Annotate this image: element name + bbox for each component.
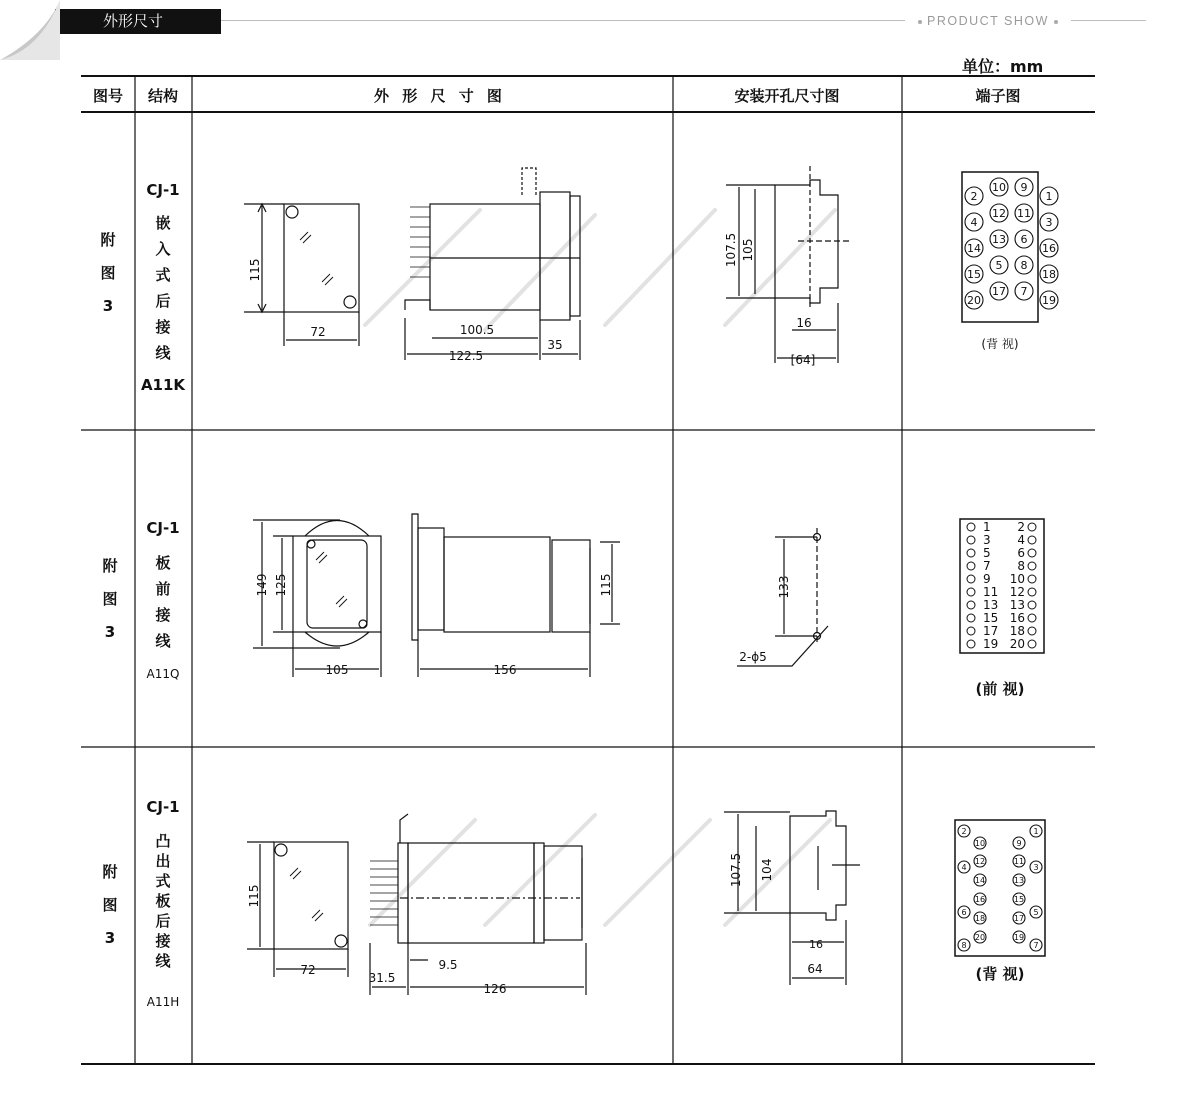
terminal-number: 3 xyxy=(983,533,991,547)
terminal-circle xyxy=(1028,562,1036,570)
dim-label: 104 xyxy=(760,858,774,882)
struct-char: 前 xyxy=(155,580,171,598)
terminal-number: 6 xyxy=(1020,232,1028,246)
terminal-number: 12 xyxy=(992,206,1006,220)
watermark-mark xyxy=(605,210,715,325)
col-header-fig: 图号 xyxy=(92,87,124,105)
terminal-circle xyxy=(967,601,975,609)
terminal-circle xyxy=(967,549,975,557)
terminal-number: 5 xyxy=(1033,907,1039,917)
terminal-number: 12 xyxy=(1009,585,1025,599)
struct-char: 后 xyxy=(155,292,171,310)
terminal-number: 7 xyxy=(983,559,991,573)
struct-char: 板 xyxy=(155,892,171,910)
outline-drawing-2 xyxy=(253,514,620,677)
panel-drawing-1 xyxy=(726,166,850,363)
fig-char: 3 xyxy=(102,297,114,315)
struct-code: A11K xyxy=(140,376,186,394)
terminal-number: 11 xyxy=(983,585,999,599)
terminal-circle xyxy=(1028,575,1036,583)
terminal-number: 4 xyxy=(961,862,967,872)
terminal-view-label: (背 视) xyxy=(981,337,1019,351)
terminal-number: 15 xyxy=(983,611,999,625)
fig-char: 图 xyxy=(100,264,116,282)
panel-drawing-3 xyxy=(724,811,860,985)
terminal-circle xyxy=(967,523,975,531)
struct-char: 线 xyxy=(155,632,171,650)
terminal-number: 19 xyxy=(1042,293,1056,307)
struct-char: 线 xyxy=(155,952,171,970)
struct-char: 接 xyxy=(155,318,171,336)
terminal-circle xyxy=(1028,627,1036,635)
terminal-number: 7 xyxy=(1033,940,1039,950)
dim-label: 122.5 xyxy=(448,349,484,363)
dim-label: 107.5 xyxy=(729,852,743,888)
terminal-number: 14 xyxy=(967,241,981,255)
dim-label: 133 xyxy=(777,575,791,599)
terminal-grid-3 xyxy=(958,825,1042,951)
terminal-number: 8 xyxy=(961,940,967,950)
struct-char: 式 xyxy=(155,266,171,284)
dim-label: 35 xyxy=(547,338,563,352)
terminal-number: 17 xyxy=(983,624,999,638)
terminal-number: 10 xyxy=(974,838,986,848)
row-1 xyxy=(100,166,1058,394)
terminal-number: 11 xyxy=(1017,206,1031,220)
struct-char: 后 xyxy=(155,912,171,930)
fig-char: 3 xyxy=(104,623,116,641)
terminal-circle xyxy=(1028,536,1036,544)
struct-char: 线 xyxy=(155,344,171,362)
fig-char: 附 xyxy=(100,231,116,249)
terminal-number: 4 xyxy=(1017,533,1025,547)
dim-label: 115 xyxy=(599,573,613,597)
dim-label: 16 xyxy=(809,938,823,951)
table-header xyxy=(93,87,1021,105)
terminal-number: 13 xyxy=(1009,598,1025,612)
terminal-number: 9 xyxy=(1016,838,1022,848)
struct-model: CJ-1 xyxy=(146,798,180,816)
dim-label: 2-ϕ5 xyxy=(739,650,767,664)
col-header-outline: 外 形 尺 寸 图 xyxy=(374,87,506,105)
unit-label: 单位：mm xyxy=(962,57,1044,76)
terminal-circle xyxy=(1028,588,1036,596)
terminal-circle xyxy=(1028,614,1036,622)
terminal-number: 5 xyxy=(995,258,1003,272)
terminal-number: 17 xyxy=(1013,913,1025,923)
terminal-number: 18 xyxy=(1042,267,1056,281)
terminal-circle xyxy=(967,588,975,596)
terminal-circle xyxy=(967,614,975,622)
watermark-marks xyxy=(365,210,835,925)
terminal-number: 8 xyxy=(1020,258,1028,272)
fig-char: 3 xyxy=(104,929,116,947)
watermark-mark xyxy=(485,815,595,925)
terminal-number: 15 xyxy=(1013,894,1025,904)
fig-char: 图 xyxy=(102,590,118,608)
terminal-number: 1 xyxy=(983,520,991,534)
terminal-number: 16 xyxy=(1009,611,1025,625)
terminal-number: 10 xyxy=(1009,572,1025,586)
terminal-number: 13 xyxy=(983,598,999,612)
dim-label: 72 xyxy=(300,963,316,977)
dim-label: 115 xyxy=(248,258,262,282)
terminal-number: 9 xyxy=(1020,180,1028,194)
outline-drawing-3 xyxy=(247,814,586,995)
terminal-number: 19 xyxy=(1013,932,1025,942)
struct-char: 板 xyxy=(155,554,171,572)
dim-label: 156 xyxy=(493,663,517,677)
terminal-circle xyxy=(1028,640,1036,648)
terminal-circle xyxy=(1028,601,1036,609)
outline-drawing-1 xyxy=(244,168,580,360)
terminal-board-3 xyxy=(955,820,1045,956)
terminal-number: 11 xyxy=(1013,856,1025,866)
dim-label: 115 xyxy=(247,884,261,908)
terminal-grid-2 xyxy=(967,520,1036,651)
terminal-number: 16 xyxy=(1042,241,1056,255)
watermark-mark xyxy=(605,820,710,925)
terminal-board-2 xyxy=(960,519,1044,653)
dim-label: 9.5 xyxy=(438,958,458,972)
terminal-number: 5 xyxy=(983,546,991,560)
fig-char: 附 xyxy=(102,863,118,881)
terminal-number: 6 xyxy=(1017,546,1025,560)
struct-char: 式 xyxy=(155,872,171,890)
terminal-number: 17 xyxy=(992,284,1006,298)
struct-char: 接 xyxy=(155,606,171,624)
terminal-circle xyxy=(967,640,975,648)
struct-model: CJ-1 xyxy=(146,181,180,199)
terminal-number: 16 xyxy=(974,894,986,904)
dim-label: [64] xyxy=(790,353,816,367)
dim-label: 107.5 xyxy=(724,232,738,268)
terminal-circle xyxy=(967,536,975,544)
page-curl-icon xyxy=(0,0,60,60)
dim-label: 72 xyxy=(310,325,326,339)
dim-label: 31.5 xyxy=(368,971,396,985)
struct-char: 凸 xyxy=(155,832,171,850)
product-show-text: PRODUCT SHOW xyxy=(927,14,1049,28)
terminal-circle xyxy=(1028,549,1036,557)
terminal-circle xyxy=(967,562,975,570)
terminal-number: 20 xyxy=(967,293,981,307)
terminal-number: 2 xyxy=(1017,520,1025,534)
terminal-circle xyxy=(967,575,975,583)
col-header-panel: 安装开孔尺寸图 xyxy=(734,87,840,105)
dim-label: 126 xyxy=(483,982,507,996)
terminal-number: 8 xyxy=(1017,559,1025,573)
terminal-number: 2 xyxy=(970,189,978,203)
dim-label: 16 xyxy=(796,316,812,330)
terminal-number: 18 xyxy=(974,913,986,923)
terminal-number: 20 xyxy=(1009,637,1025,651)
terminal-number: 18 xyxy=(1009,624,1025,638)
watermark-mark xyxy=(725,210,835,325)
struct-char: 接 xyxy=(155,932,171,950)
dim-label: 64 xyxy=(807,962,823,976)
terminal-number: 15 xyxy=(967,267,981,281)
struct-char: 嵌 xyxy=(155,214,171,232)
terminal-grid-1 xyxy=(965,178,1058,309)
terminal-number: 10 xyxy=(992,180,1006,194)
dim-label: 100.5 xyxy=(459,323,495,337)
dim-label: 105 xyxy=(325,663,349,677)
terminal-number: 3 xyxy=(1033,862,1039,872)
col-header-terminal: 端子图 xyxy=(975,87,1021,105)
struct-char: 入 xyxy=(155,240,171,258)
fig-char: 图 xyxy=(102,896,118,914)
struct-code: A11Q xyxy=(146,667,180,681)
row-3 xyxy=(102,798,1045,1009)
struct-model: CJ-1 xyxy=(146,519,180,537)
terminal-number: 19 xyxy=(983,637,999,651)
section-title: 外形尺寸 xyxy=(103,12,164,30)
terminal-number: 6 xyxy=(961,907,967,917)
terminal-number: 9 xyxy=(983,572,991,586)
terminal-circle xyxy=(1028,523,1036,531)
dim-label: 125 xyxy=(274,573,288,597)
fig-char: 附 xyxy=(102,557,118,575)
terminal-number: 2 xyxy=(961,826,967,836)
terminal-number: 7 xyxy=(1020,284,1028,298)
terminal-number: 13 xyxy=(992,232,1006,246)
terminal-number: 1 xyxy=(1033,826,1039,836)
terminal-number: 14 xyxy=(974,875,986,885)
terminal-view-label: (背 视) xyxy=(975,965,1025,983)
dim-label: 149 xyxy=(255,573,269,597)
terminal-number: 12 xyxy=(974,856,986,866)
struct-code: A11H xyxy=(146,995,180,1009)
terminal-number: 20 xyxy=(974,932,986,942)
terminal-number: 3 xyxy=(1045,215,1053,229)
terminal-number: 4 xyxy=(970,215,978,229)
terminal-circle xyxy=(967,627,975,635)
dim-label: 105 xyxy=(741,238,755,262)
terminal-number: 1 xyxy=(1045,189,1053,203)
col-header-struct: 结构 xyxy=(147,87,179,105)
terminal-view-label: (前 视) xyxy=(975,680,1025,698)
row-2 xyxy=(102,514,1044,698)
struct-char: 出 xyxy=(155,852,171,870)
terminal-number: 13 xyxy=(1013,875,1025,885)
